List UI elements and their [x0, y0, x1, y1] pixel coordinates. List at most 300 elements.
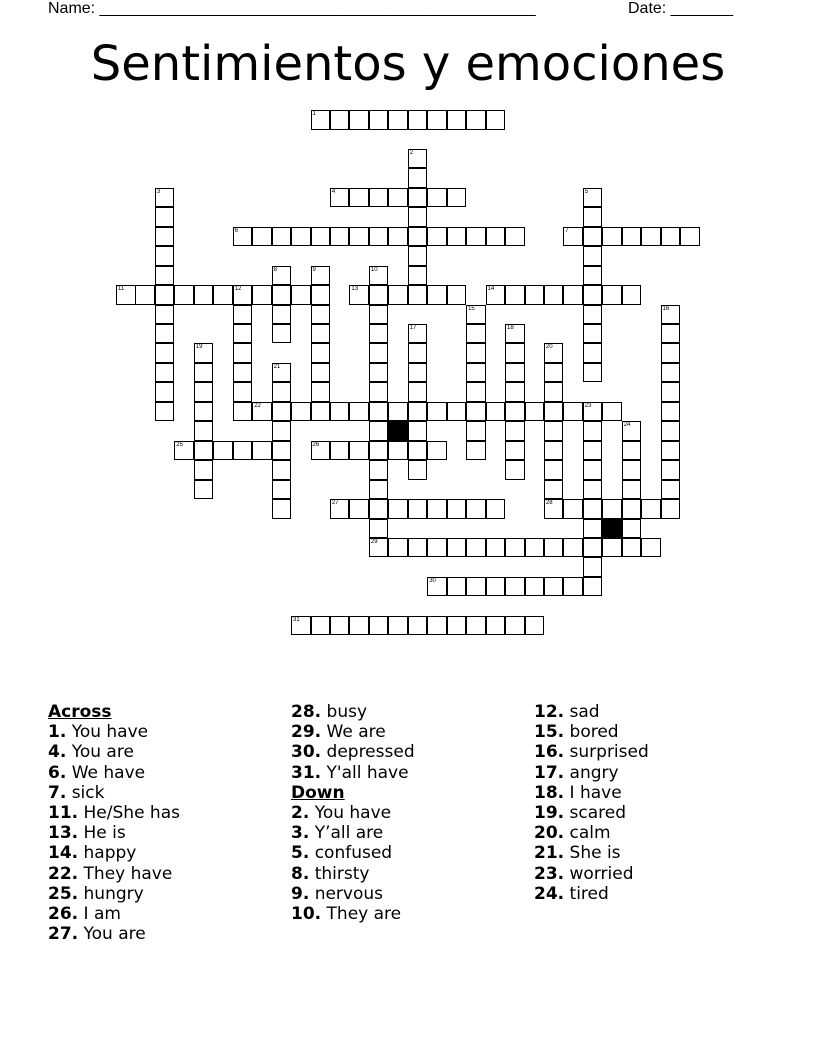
grid-cell[interactable]	[369, 285, 389, 305]
grid-cell[interactable]	[505, 285, 525, 305]
clue-item-number: 22.	[48, 863, 79, 884]
page-title: Sentimientos y emociones	[90, 36, 726, 92]
grid-cell[interactable]	[135, 285, 155, 305]
grid-cell[interactable]	[544, 421, 564, 441]
grid-cell[interactable]	[583, 421, 603, 441]
grid-cell[interactable]	[349, 110, 369, 130]
grid-cell[interactable]	[447, 538, 467, 558]
grid-cell[interactable]	[486, 499, 506, 519]
name-field-label: Name: _________________________________________________	[48, 0, 536, 17]
grid-cell[interactable]	[661, 402, 681, 422]
grid-cell[interactable]	[408, 460, 428, 480]
clue-item-text: They are	[321, 904, 402, 925]
grid-cell[interactable]	[583, 246, 603, 266]
grid-cell[interactable]	[174, 441, 194, 461]
grid-cell[interactable]	[427, 577, 447, 597]
grid-cell[interactable]	[466, 499, 486, 519]
grid-cell[interactable]	[583, 305, 603, 325]
grid-cell[interactable]	[155, 305, 175, 325]
grid-cell[interactable]	[155, 402, 175, 422]
grid-cell[interactable]	[369, 382, 389, 402]
grid-cell[interactable]	[544, 480, 564, 500]
grid-cell[interactable]	[466, 363, 486, 383]
grid-cell[interactable]	[311, 382, 331, 402]
grid-cell[interactable]	[486, 616, 506, 636]
grid-cell[interactable]	[602, 538, 622, 558]
grid-cell[interactable]	[272, 363, 292, 383]
clue-item-text: We are	[321, 722, 386, 743]
grid-cell[interactable]	[408, 343, 428, 363]
grid-cell[interactable]	[466, 305, 486, 325]
clue-number-label: 16	[662, 305, 670, 312]
grid-cell[interactable]	[661, 460, 681, 480]
clue-item-text: You have	[309, 803, 392, 824]
grid-cell[interactable]	[641, 227, 661, 247]
grid-cell[interactable]	[272, 402, 292, 422]
grid-cell[interactable]	[583, 188, 603, 208]
grid-cell[interactable]	[525, 538, 545, 558]
grid-cell[interactable]	[622, 519, 642, 539]
grid-cell[interactable]	[194, 285, 214, 305]
grid-cell[interactable]	[525, 616, 545, 636]
grid-cell[interactable]	[583, 538, 603, 558]
clue-item	[48, 843, 288, 863]
clue-item-text: He is	[78, 823, 126, 844]
grid-cell[interactable]	[408, 188, 428, 208]
grid-cell[interactable]	[486, 577, 506, 597]
grid-cell[interactable]	[408, 363, 428, 383]
clue-item	[534, 783, 774, 803]
grid-cell[interactable]	[622, 538, 642, 558]
grid-cell[interactable]	[486, 538, 506, 558]
grid-cell[interactable]	[272, 324, 292, 344]
grid-cell[interactable]	[447, 227, 467, 247]
grid-cell[interactable]	[388, 441, 408, 461]
grid-cell[interactable]	[486, 402, 506, 422]
grid-cell[interactable]	[661, 499, 681, 519]
grid-cell[interactable]	[466, 227, 486, 247]
grid-cell[interactable]	[661, 305, 681, 325]
grid-cell[interactable]	[544, 499, 564, 519]
grid-cell[interactable]	[427, 227, 447, 247]
grid-cell[interactable]	[194, 421, 214, 441]
grid-cell[interactable]	[408, 110, 428, 130]
grid-cell[interactable]	[369, 499, 389, 519]
grid-cell[interactable]	[680, 227, 700, 247]
grid-cell[interactable]	[408, 538, 428, 558]
grid-cell[interactable]	[369, 441, 389, 461]
clue-number-label: 8	[273, 266, 277, 273]
grid-cell[interactable]	[563, 227, 583, 247]
grid-cell[interactable]	[486, 285, 506, 305]
grid-cell[interactable]	[466, 421, 486, 441]
grid-cell[interactable]	[252, 441, 272, 461]
grid-cell[interactable]	[525, 285, 545, 305]
grid-cell[interactable]	[311, 324, 331, 344]
clue-item-number: 12.	[534, 702, 565, 722]
clue-item-text: They have	[78, 863, 173, 884]
grid-cell[interactable]	[525, 402, 545, 422]
grid-cell[interactable]	[466, 441, 486, 461]
clue-number-label: 19	[195, 344, 203, 351]
grid-cell[interactable]	[369, 538, 389, 558]
grid-cell[interactable]	[466, 577, 486, 597]
grid-cell[interactable]	[174, 285, 194, 305]
grid-cell[interactable]	[602, 227, 622, 247]
grid-cell[interactable]	[369, 305, 389, 325]
grid-cell[interactable]	[408, 441, 428, 461]
grid-cell[interactable]	[427, 441, 447, 461]
clue-item-number: 5.	[291, 843, 310, 864]
grid-cell[interactable]	[505, 343, 525, 363]
grid-cell[interactable]	[213, 285, 233, 305]
grid-cell[interactable]	[505, 382, 525, 402]
grid-cell[interactable]	[466, 110, 486, 130]
grid-cell[interactable]	[369, 227, 389, 247]
grid-cell[interactable]	[622, 441, 642, 461]
grid-cell[interactable]	[447, 499, 467, 519]
grid-cell[interactable]	[369, 421, 389, 441]
clue-number-label: 10	[370, 266, 378, 273]
grid-cell[interactable]	[330, 188, 350, 208]
grid-cell[interactable]	[311, 266, 331, 286]
grid-cell[interactable]	[155, 207, 175, 227]
grid-cell[interactable]	[155, 188, 175, 208]
grid-cell[interactable]	[447, 285, 467, 305]
grid-cell[interactable]	[369, 324, 389, 344]
grid-cell[interactable]	[544, 460, 564, 480]
grid-cell[interactable]	[583, 577, 603, 597]
grid-cell[interactable]	[408, 382, 428, 402]
grid-cell[interactable]	[388, 188, 408, 208]
grid-cell[interactable]	[349, 227, 369, 247]
grid-cell[interactable]	[427, 616, 447, 636]
grid-cell[interactable]	[272, 460, 292, 480]
grid-cell[interactable]	[466, 324, 486, 344]
grid-cell[interactable]	[622, 421, 642, 441]
grid-cell[interactable]	[233, 441, 253, 461]
grid-cell[interactable]	[661, 441, 681, 461]
grid-cell[interactable]	[291, 285, 311, 305]
grid-cell[interactable]	[194, 382, 214, 402]
grid-cell[interactable]	[525, 577, 545, 597]
grid-cell[interactable]	[311, 305, 331, 325]
grid-cell[interactable]	[505, 577, 525, 597]
clue-item-number: 20.	[534, 823, 565, 844]
grid-cell[interactable]	[427, 538, 447, 558]
grid-cell[interactable]	[272, 382, 292, 402]
grid-cell[interactable]	[330, 402, 350, 422]
clue-number-label: 9	[312, 266, 316, 273]
grid-cell[interactable]	[427, 499, 447, 519]
grid-cell[interactable]	[408, 324, 428, 344]
grid-cell[interactable]	[349, 285, 369, 305]
grid-cell[interactable]	[311, 402, 331, 422]
grid-cell[interactable]	[505, 441, 525, 461]
clue-number-label: 27	[331, 500, 339, 506]
clue-item	[534, 864, 774, 884]
grid-cell[interactable]	[349, 616, 369, 636]
grid-cell[interactable]	[349, 188, 369, 208]
grid-cell[interactable]	[330, 110, 350, 130]
grid-cell[interactable]	[233, 227, 253, 247]
grid-cell[interactable]	[544, 402, 564, 422]
grid-cell[interactable]	[272, 305, 292, 325]
grid-cell[interactable]	[388, 110, 408, 130]
grid-cell[interactable]	[602, 285, 622, 305]
grid-cell[interactable]	[233, 324, 253, 344]
grid-cell[interactable]	[408, 246, 428, 266]
grid-cell[interactable]	[369, 188, 389, 208]
clue-item	[534, 722, 774, 742]
grid-cell[interactable]	[272, 499, 292, 519]
grid-cell[interactable]	[505, 324, 525, 344]
grid-cell[interactable]	[272, 441, 292, 461]
grid-cell[interactable]	[466, 343, 486, 363]
grid-cell[interactable]	[252, 285, 272, 305]
clue-item	[48, 722, 288, 742]
grid-cell[interactable]	[311, 441, 331, 461]
grid-cell[interactable]	[155, 382, 175, 402]
grid-cell[interactable]	[233, 305, 253, 325]
grid-cell[interactable]	[661, 421, 681, 441]
grid-cell[interactable]	[291, 402, 311, 422]
grid-cell[interactable]	[661, 324, 681, 344]
grid-cell[interactable]	[427, 285, 447, 305]
grid-cell[interactable]	[544, 538, 564, 558]
grid-cell[interactable]	[583, 363, 603, 383]
grid-cell[interactable]	[447, 188, 467, 208]
grid-cell[interactable]	[252, 227, 272, 247]
grid-cell[interactable]	[388, 227, 408, 247]
grid-cell[interactable]	[583, 557, 603, 577]
grid-cell[interactable]	[505, 402, 525, 422]
grid-cell[interactable]	[583, 499, 603, 519]
grid-cell[interactable]	[233, 343, 253, 363]
grid-cell[interactable]	[583, 227, 603, 247]
grid-cell[interactable]	[233, 402, 253, 422]
grid-cell[interactable]	[408, 149, 428, 169]
grid-cell[interactable]	[272, 227, 292, 247]
grid-cell[interactable]	[233, 363, 253, 383]
grid-cell[interactable]	[369, 343, 389, 363]
grid-cell[interactable]	[622, 480, 642, 500]
grid-cell[interactable]	[369, 519, 389, 539]
grid-cell[interactable]	[330, 441, 350, 461]
grid-cell[interactable]	[661, 382, 681, 402]
clue-item-number: 6.	[48, 762, 67, 783]
grid-cell[interactable]	[583, 207, 603, 227]
grid-cell[interactable]	[622, 499, 642, 519]
grid-cell[interactable]	[427, 402, 447, 422]
grid-cell[interactable]	[583, 324, 603, 344]
grid-cell[interactable]	[486, 110, 506, 130]
grid-cell[interactable]	[447, 616, 467, 636]
clue-item-text: You are	[66, 742, 134, 763]
grid-cell[interactable]	[408, 168, 428, 188]
grid-cell[interactable]	[447, 110, 467, 130]
grid-cell[interactable]	[661, 227, 681, 247]
grid-cell[interactable]	[505, 460, 525, 480]
grid-cell[interactable]	[563, 499, 583, 519]
grid-cell[interactable]	[466, 402, 486, 422]
grid-cell[interactable]	[583, 480, 603, 500]
grid-cell[interactable]	[505, 538, 525, 558]
clue-number-label: 21	[273, 363, 281, 370]
grid-cell[interactable]	[213, 441, 233, 461]
grid-cell[interactable]	[408, 227, 428, 247]
clue-number-label: 4	[331, 188, 336, 195]
grid-cell[interactable]	[505, 363, 525, 383]
grid-cell[interactable]	[194, 441, 214, 461]
grid-cell[interactable]	[155, 246, 175, 266]
grid-cell[interactable]	[233, 285, 253, 305]
grid-cell[interactable]	[466, 538, 486, 558]
grid-cell[interactable]	[486, 227, 506, 247]
grid-cell[interactable]	[311, 616, 331, 636]
grid-cell[interactable]	[563, 577, 583, 597]
grid-cell[interactable]	[583, 519, 603, 539]
clue-item	[291, 823, 531, 843]
clue-item-number: 30.	[291, 742, 322, 763]
clue-item-number: 28.	[291, 702, 322, 722]
grid-cell[interactable]	[622, 460, 642, 480]
clue-item-number: 16.	[534, 742, 565, 763]
grid-cell[interactable]	[311, 227, 331, 247]
grid-cell[interactable]	[388, 538, 408, 558]
grid-cell[interactable]	[408, 266, 428, 286]
grid-cell[interactable]	[661, 480, 681, 500]
grid-cell[interactable]	[447, 577, 467, 597]
grid-cell[interactable]	[544, 343, 564, 363]
grid-cell[interactable]	[369, 480, 389, 500]
grid-cell[interactable]	[194, 363, 214, 383]
grid-cell[interactable]	[661, 363, 681, 383]
grid-cell[interactable]	[194, 343, 214, 363]
grid-cell[interactable]	[583, 460, 603, 480]
grid-cell[interactable]	[349, 402, 369, 422]
grid-cell[interactable]	[622, 227, 642, 247]
grid-cell[interactable]	[194, 402, 214, 422]
grid-cell[interactable]	[563, 402, 583, 422]
grid-cell[interactable]	[311, 285, 331, 305]
grid-cell[interactable]	[583, 343, 603, 363]
grid-cell[interactable]	[349, 441, 369, 461]
clue-item	[291, 702, 531, 722]
grid-cell[interactable]	[544, 382, 564, 402]
clue-number-label: 25	[176, 441, 183, 448]
grid-cell[interactable]	[466, 382, 486, 402]
grid-cell[interactable]	[155, 324, 175, 344]
clue-number-label: 6	[234, 227, 239, 234]
grid-cell[interactable]	[408, 402, 428, 422]
clue-item-text: I am	[78, 904, 121, 925]
grid-cell[interactable]	[330, 499, 350, 519]
grid-cell[interactable]	[311, 343, 331, 363]
grid-cell[interactable]	[544, 363, 564, 383]
grid-cell[interactable]	[369, 363, 389, 383]
grid-cell[interactable]	[349, 499, 369, 519]
grid-cell[interactable]	[544, 285, 564, 305]
grid-cell[interactable]	[272, 285, 292, 305]
grid-cell[interactable]	[272, 266, 292, 286]
grid-cell[interactable]	[194, 460, 214, 480]
grid-cell[interactable]	[369, 402, 389, 422]
grid-cell[interactable]	[408, 421, 428, 441]
grid-cell[interactable]	[563, 538, 583, 558]
grid-cell[interactable]	[583, 285, 603, 305]
clue-number-label: 22	[254, 402, 261, 409]
grid-cell[interactable]	[544, 441, 564, 461]
grid-cell[interactable]	[194, 480, 214, 500]
grid-cell[interactable]	[544, 577, 564, 597]
clue-item-number: 27.	[48, 924, 79, 945]
grid-cell[interactable]	[369, 460, 389, 480]
grid-cell[interactable]	[583, 266, 603, 286]
grid-cell[interactable]	[233, 382, 253, 402]
grid-cell[interactable]	[369, 266, 389, 286]
grid-cell[interactable]	[291, 227, 311, 247]
grid-cell[interactable]	[427, 110, 447, 130]
grid-cell[interactable]	[330, 227, 350, 247]
grid-cell[interactable]	[369, 110, 389, 130]
grid-cell[interactable]	[155, 266, 175, 286]
grid-cell[interactable]	[583, 402, 603, 422]
grid-cell[interactable]	[388, 616, 408, 636]
clue-item-text: happy	[78, 843, 137, 864]
grid-cell[interactable]	[408, 285, 428, 305]
grid-cell[interactable]	[505, 616, 525, 636]
grid-cell[interactable]	[641, 499, 661, 519]
clue-item-number: 8.	[291, 863, 310, 884]
clue-item-text: nervous	[309, 883, 384, 904]
grid-cell[interactable]	[311, 363, 331, 383]
grid-cell[interactable]	[116, 285, 136, 305]
grid-cell[interactable]	[388, 499, 408, 519]
grid-cell[interactable]	[563, 285, 583, 305]
grid-cell[interactable]	[602, 402, 622, 422]
grid-cell[interactable]	[447, 402, 467, 422]
grid-cell[interactable]	[272, 480, 292, 500]
grid-cell[interactable]	[505, 227, 525, 247]
grid-cell[interactable]	[427, 188, 447, 208]
clue-item	[534, 702, 774, 722]
grid-cell[interactable]	[272, 421, 292, 441]
grid-cell[interactable]	[583, 441, 603, 461]
grid-cell[interactable]	[252, 402, 272, 422]
grid-cell[interactable]	[602, 499, 622, 519]
grid-cell[interactable]	[641, 538, 661, 558]
grid-cell[interactable]	[408, 616, 428, 636]
grid-cell[interactable]	[155, 363, 175, 383]
grid-cell[interactable]	[369, 616, 389, 636]
grid-cell[interactable]	[291, 616, 311, 636]
grid-cell[interactable]	[505, 421, 525, 441]
clue-column-2	[291, 702, 531, 924]
grid-cell[interactable]	[330, 616, 350, 636]
grid-cell[interactable]	[408, 499, 428, 519]
grid-cell[interactable]	[408, 207, 428, 227]
grid-cell[interactable]	[155, 227, 175, 247]
grid-cell[interactable]	[466, 616, 486, 636]
grid-cell[interactable]	[311, 110, 331, 130]
grid-cell[interactable]	[622, 285, 642, 305]
grid-cell[interactable]	[388, 402, 408, 422]
grid-cell[interactable]	[661, 343, 681, 363]
grid-cell[interactable]	[155, 343, 175, 363]
grid-cell[interactable]	[155, 285, 175, 305]
grid-cell[interactable]	[388, 285, 408, 305]
